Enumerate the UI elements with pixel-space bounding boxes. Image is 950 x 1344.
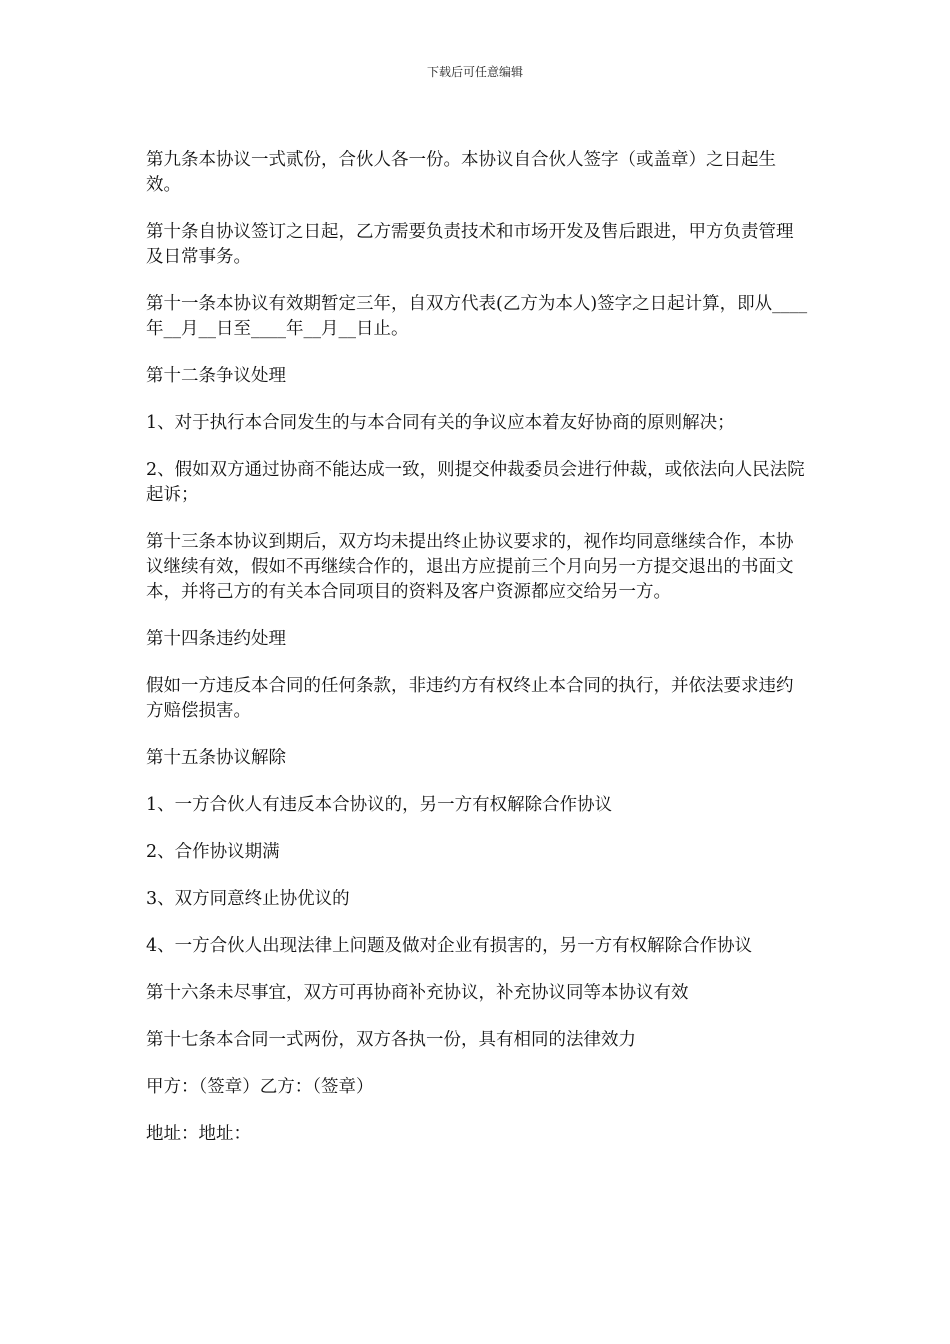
clause-15-heading: 第十五条协议解除 xyxy=(146,748,286,768)
clause-14-heading: 第十四条违约处理 xyxy=(146,629,286,649)
clause-9: 第九条本协议一式贰份，合伙人各一份。本协议自合伙人签字（或盖章）之日起生效。 xyxy=(146,150,776,195)
clause-12-item-2: 2、假如双方通过协商不能达成一致，则提交仲裁委员会进行仲裁，或依法向人民法院起诉； xyxy=(146,460,805,505)
clause-12-heading: 第十二条争议处理 xyxy=(146,366,286,386)
signature-line: 甲方：（签章）乙方：（签章） xyxy=(146,1077,374,1097)
clause-13: 第十三条本协议到期后，双方均未提出终止协议要求的，视作均同意继续合作，本协议继续有效，假如不再继续合作的，退出方应提前三个月向另一方提交退出的书面文本，并将己方的有关本合同项目的资料及客户资源都应交给另一方。 xyxy=(146,532,794,602)
address-line: 地址：地址： xyxy=(146,1124,251,1144)
clause-10: 第十条自协议签订之日起，乙方需要负责技术和市场开发及售后跟进，甲方负责管理及日常事务。 xyxy=(146,222,794,267)
clause-16: 第十六条未尽事宜，双方可再协商补充协议，补充协议同等本协议有效 xyxy=(146,983,689,1003)
page-header: 下载后可任意编辑 xyxy=(426,65,523,79)
document-body xyxy=(146,148,810,1169)
clause-17: 第十七条本合同一式两份，双方各执一份，具有相同的法律效力 xyxy=(146,1030,636,1050)
clause-15-item-2: 2、合作协议期满 xyxy=(146,842,280,862)
clause-15-item-1: 1、一方合伙人有违反本合协议的，另一方有权解除合作协议 xyxy=(146,795,613,815)
clause-15-item-4: 4、一方合伙人出现法律上问题及做对企业有损害的，另一方有权解除合作协议 xyxy=(146,936,753,956)
clause-11: 第十一条本协议有效期暂定三年，自双方代表(乙方为本人)签字之日起计算，即从____年__月__日至____年__月__日止。 xyxy=(146,294,808,339)
clause-14-body: 假如一方违反本合同的任何条款，非违约方有权终止本合同的执行，并依法要求违约方赔偿损害。 xyxy=(146,676,794,721)
clause-15-item-3: 3、双方同意终止协优议的 xyxy=(146,889,350,909)
clause-12-item-1: 1、对于执行本合同发生的与本合同有关的争议应本着友好协商的原则解决； xyxy=(146,413,735,433)
